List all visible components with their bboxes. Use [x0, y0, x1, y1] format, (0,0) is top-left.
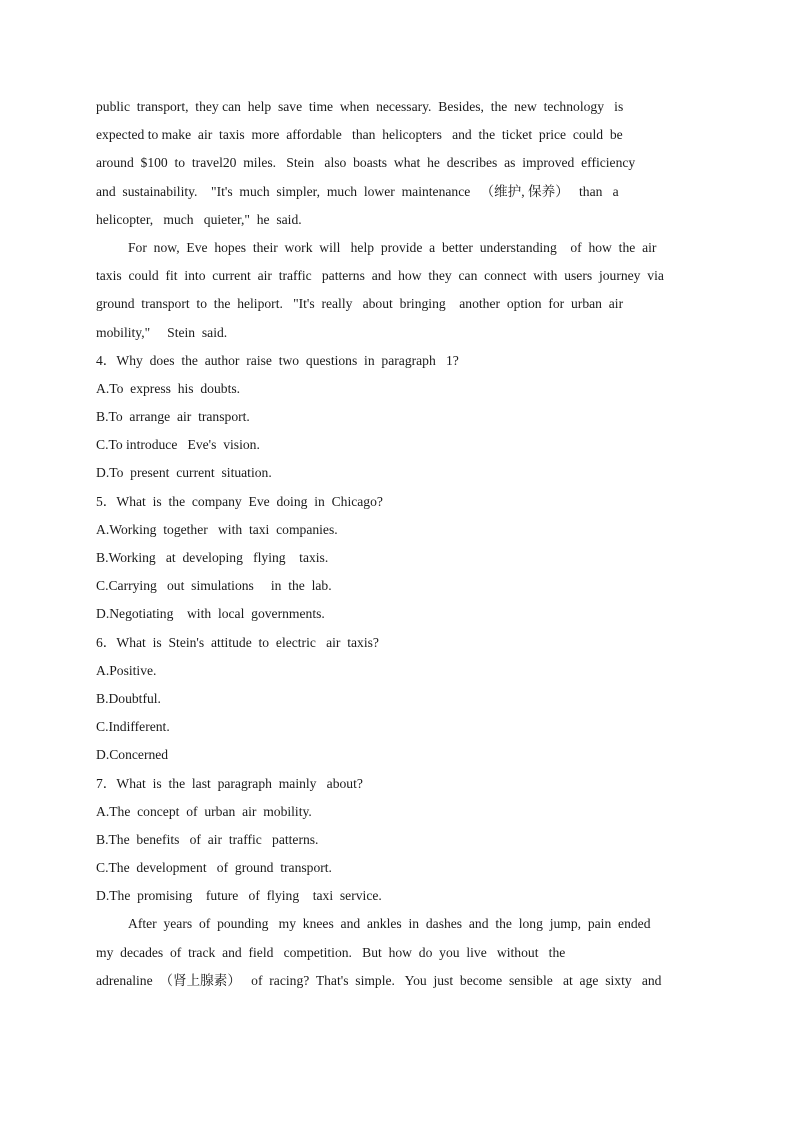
question-text: What is the company Eve doing in Chicago?	[116, 493, 383, 509]
option-b: B.Working at developing flying taxis.	[96, 550, 329, 565]
option-b: B.To arrange air transport.	[96, 409, 250, 425]
option-b: B.Doubtful.	[96, 690, 161, 706]
question-stem	[96, 347, 696, 375]
question-number: 5．	[96, 493, 117, 509]
option-b: B.The benefits of air traffic patterns.	[96, 831, 319, 847]
option-c: C.Indifferent.	[96, 719, 170, 735]
passage-line: helicopter, much quieter," he said.	[96, 211, 302, 227]
passage-line: and sustainability. "It's much simpler, much lower maintenance （维护, 保养） than a	[96, 183, 619, 199]
option-d: D.Negotiating with local governments.	[96, 606, 325, 622]
question-4	[96, 347, 696, 488]
passage-line: adrenaline （肾上腺素） of racing? That's simple. You just become sensible at age sixty and	[96, 972, 662, 988]
option-a: A.The concept of urban air mobility.	[96, 803, 312, 819]
passage-line: After years of pounding my knees and ankles in dashes and the long jump, pain ended	[128, 916, 651, 932]
passage-line: my decades of track and field competition. But how do you live without the	[96, 944, 566, 960]
passage-line: ground transport to the heliport. "It's really about bringing another option for urban air	[96, 296, 624, 312]
passage-line: mobility," Stein said.	[96, 324, 228, 340]
question-stem	[96, 770, 696, 798]
option-c: C.The development of ground transport.	[96, 860, 332, 876]
passage-a	[96, 93, 696, 347]
question-stem	[96, 488, 696, 516]
option-d: D.The promising future of flying taxi service.	[96, 888, 382, 904]
option-a: A.To express his doubts.	[96, 380, 241, 396]
question-number: 6．	[96, 634, 117, 650]
option-a: A.Working together with taxi companies.	[96, 521, 338, 537]
question-stem	[96, 629, 696, 657]
question-text: What is Stein's attitude to electric air taxis?	[116, 634, 379, 650]
question-number: 4．	[96, 352, 117, 368]
option-c: C.Carrying out simulations in the lab.	[96, 578, 332, 594]
passage-b	[96, 910, 696, 995]
question-7	[96, 770, 696, 911]
page-content	[96, 93, 696, 995]
question-text: Why does the author raise two questions in paragraph 1?	[116, 352, 459, 368]
passage-line: taxis could fit into current air traffic patterns and how they can connect with users journey via	[96, 268, 664, 284]
option-d: D.To present current situation.	[96, 465, 272, 481]
question-5	[96, 488, 696, 629]
passage-line: expected to make air taxis more affordable than helicopters and the ticket price could be	[96, 127, 623, 143]
question-6	[96, 629, 696, 770]
question-number: 7．	[96, 775, 117, 791]
option-c: C.To introduce Eve's vision.	[96, 437, 260, 453]
option-a: A.Positive.	[96, 662, 157, 678]
option-d: D.Concerned	[96, 747, 169, 763]
passage-line: For now, Eve hopes their work will help provide a better understanding of how the air	[128, 239, 657, 255]
passage-line: around $100 to travel20 miles. Stein also boasts what he describes as improved efficiency	[96, 155, 636, 171]
question-text: What is the last paragraph mainly about?	[116, 775, 363, 791]
passage-line: public transport, they can help save time when necessary. Besides, the new technology is	[96, 99, 624, 114]
